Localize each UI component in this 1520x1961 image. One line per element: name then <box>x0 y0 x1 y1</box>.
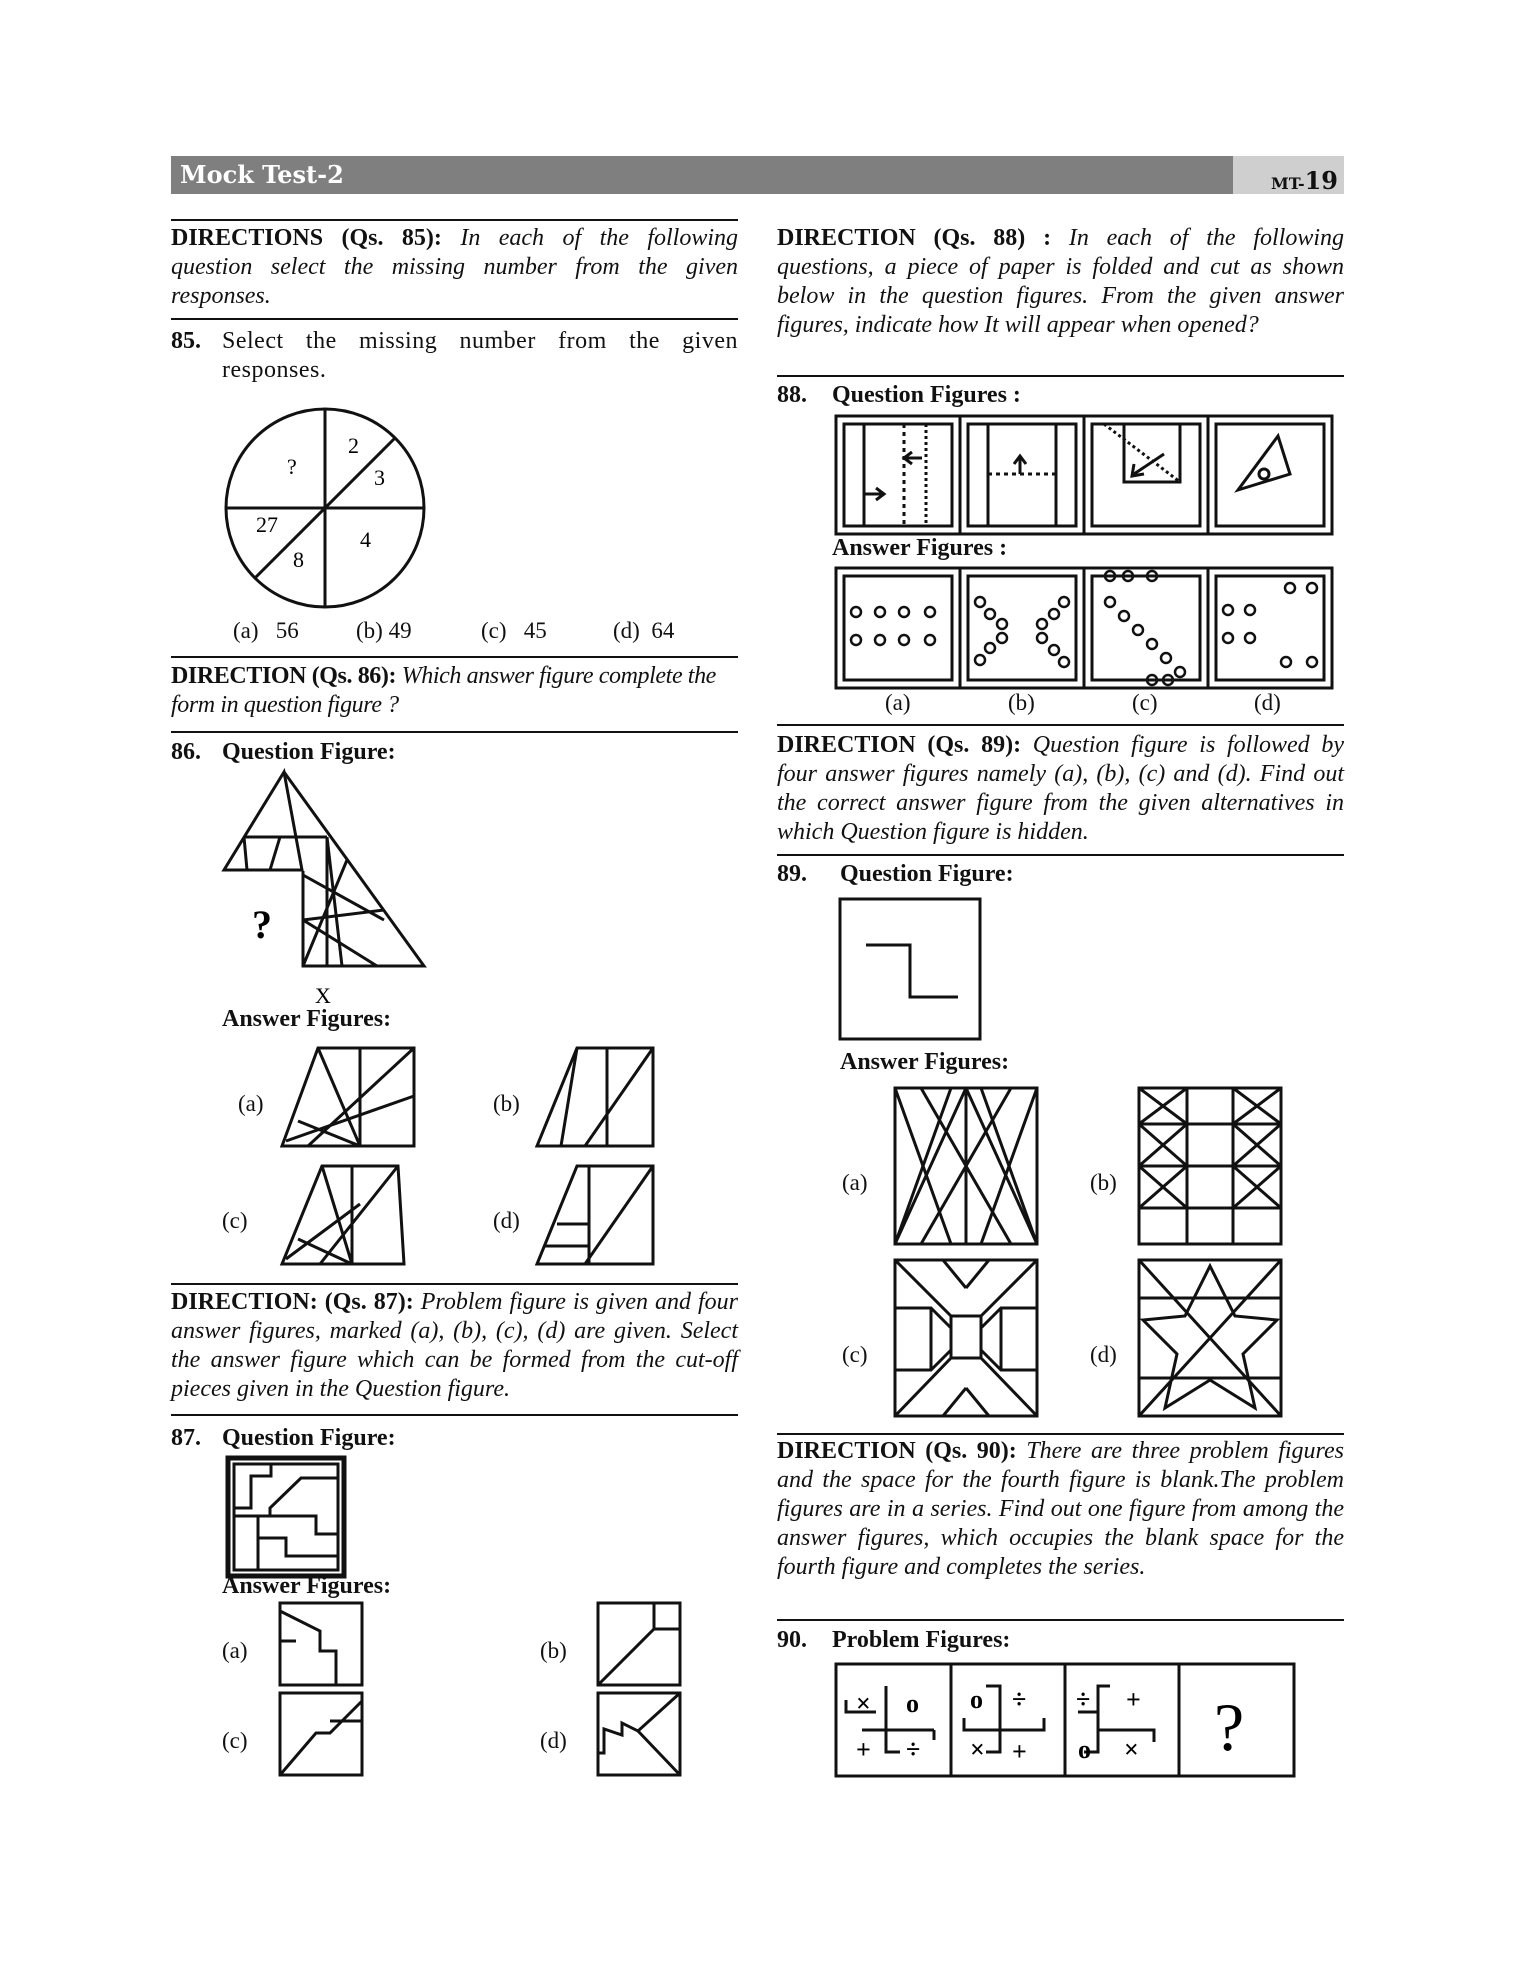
rule <box>171 1283 738 1285</box>
q89-answer-a <box>893 1086 1041 1248</box>
fig2-br-symbol: + <box>1012 1737 1027 1766</box>
q88-label-a: (a) <box>885 690 911 715</box>
q85-option-d: (d) 64 <box>613 618 675 643</box>
q88-label-d: (d) <box>1254 690 1281 715</box>
q85-option-a: (a) 56 <box>233 618 299 643</box>
page-header <box>171 156 1344 194</box>
q87-label-a: (a) <box>222 1638 248 1663</box>
q87-answer-heading: Answer Figures: <box>222 1573 392 1599</box>
circle-cell-bottom-left-a: 27 <box>256 512 278 537</box>
q86-direction <box>171 662 738 720</box>
q89-direction <box>777 731 1344 847</box>
q87-label-b: (b) <box>540 1638 567 1663</box>
q89-label-b: (b) <box>1090 1170 1117 1195</box>
q87-heading: Question Figure: <box>222 1425 396 1451</box>
q86-answer-d <box>535 1164 665 1268</box>
fig2-tl-symbol: o <box>970 1685 983 1714</box>
q85-option-c: (c) 45 <box>481 618 547 643</box>
page-number: 19 <box>1304 166 1338 195</box>
page-prefix: MT- <box>1270 174 1305 193</box>
q89-direction-text: Question figure is followed by four answer figures namely (a), (b), (c) and (d). Find out the correct answer figure from the given alternatives in which Question figure is hidden. <box>777 732 1344 845</box>
rule <box>171 318 738 320</box>
circle-cell-bottom-right: 4 <box>360 527 371 552</box>
circle-cell-bottom-left-b: 8 <box>293 547 304 572</box>
q86-question-mark: ? <box>252 902 272 947</box>
q87-answer-c <box>278 1691 366 1779</box>
q89-label-c: (c) <box>842 1342 868 1367</box>
circle-cell-top-left: ? <box>287 454 297 479</box>
rule <box>777 375 1344 377</box>
q85-option-b: (b) 49 <box>356 618 412 643</box>
q85-number: 85. <box>171 328 201 354</box>
q88-answer-figures <box>834 566 1336 690</box>
q87-direction-label: DIRECTION: (Qs. 87): <box>171 1289 414 1315</box>
rule <box>777 1433 1344 1435</box>
q89-label-d: (d) <box>1090 1342 1117 1367</box>
fig2-tr-symbol: ÷ <box>1012 1685 1027 1714</box>
q85-circle-figure <box>222 405 432 615</box>
q90-direction <box>777 1437 1344 1582</box>
q87-direction-text: Problem figure is given and four answer figures, marked (a), (b), (c), (d) are given. Select the answer figure which can be formed from the cut-off pieces given in the Question figure. <box>171 1289 739 1402</box>
fig1-tr-symbol: o <box>906 1689 919 1718</box>
q86-label-d: (d) <box>493 1208 520 1233</box>
q89-direction-label: DIRECTION (Qs. 89): <box>777 732 1022 758</box>
q87-answer-a <box>278 1601 366 1689</box>
q88-direction-label: DIRECTION (Qs. 88) : <box>777 225 1052 251</box>
q86-direction-label: DIRECTION (Qs. 86): <box>171 663 397 689</box>
q90-heading: Problem Figures: <box>832 1627 1011 1653</box>
fig3-tr-symbol: + <box>1126 1685 1141 1714</box>
q89-question-figure <box>838 897 984 1043</box>
q90-problem-figures <box>834 1662 1298 1780</box>
q85-direction-text: In each of the following question select the missing number from the given responses. <box>171 225 739 309</box>
q89-number: 89. <box>777 861 807 887</box>
rule <box>777 854 1344 856</box>
q90-direction-text: There are three problem figures and the space for the fourth figure is blank.The problem figures are in a series. Find out one figure from among the answer figures, which occupies the blank space for the fourth figure and completes the series. <box>777 1438 1344 1580</box>
rule <box>777 724 1344 726</box>
fig3-bl-symbol: o <box>1078 1735 1091 1764</box>
q89-answer-d <box>1137 1258 1285 1420</box>
header-bar <box>171 156 1233 194</box>
fig3-tl-symbol: ÷ <box>1076 1685 1091 1714</box>
q88-label-c: (c) <box>1132 690 1158 715</box>
q86-label-c: (c) <box>222 1208 248 1233</box>
q87-answer-b <box>596 1601 684 1689</box>
q85-question: Select the missing number from the given responses. <box>222 328 738 383</box>
circle-cell-top-right-a: 2 <box>348 433 359 458</box>
q86-number: 86. <box>171 739 201 765</box>
q86-x-mark: X <box>315 983 331 1008</box>
q86-answer-a <box>280 1046 420 1150</box>
q90-number: 90. <box>777 1627 807 1653</box>
q85-direction <box>171 224 738 311</box>
q88-question-figures <box>834 414 1336 538</box>
q87-direction <box>171 1288 738 1404</box>
q87-number: 87. <box>171 1425 201 1451</box>
rule <box>171 656 738 658</box>
q85-direction-label: DIRECTIONS (Qs. 85): <box>171 225 442 251</box>
q88-answer-heading: Answer Figures : <box>832 535 1008 561</box>
circle-cell-top-right-b: 3 <box>374 465 385 490</box>
q86-heading: Question Figure: <box>222 739 396 765</box>
q87-question-figure <box>226 1456 348 1580</box>
q86-label-a: (a) <box>238 1091 264 1116</box>
fig1-tl-symbol: × <box>856 1689 871 1718</box>
q87-label-c: (c) <box>222 1728 248 1753</box>
q88-label-b: (b) <box>1008 690 1035 715</box>
rule <box>777 1619 1344 1621</box>
rule <box>171 219 738 221</box>
header-title: Mock Test-2 <box>180 160 344 189</box>
q89-answer-heading: Answer Figures: <box>840 1049 1010 1075</box>
q86-answer-c <box>280 1164 410 1268</box>
q89-heading: Question Figure: <box>840 861 1014 887</box>
fig1-br-symbol: ÷ <box>906 1735 921 1764</box>
q90-direction-label: DIRECTION (Qs. 90): <box>777 1438 1017 1464</box>
q87-label-d: (d) <box>540 1728 567 1753</box>
q90-question-mark: ? <box>1214 1689 1245 1765</box>
q87-answer-d <box>596 1691 684 1779</box>
q88-direction <box>777 224 1344 340</box>
q86-answer-heading: Answer Figures: <box>222 1006 392 1032</box>
q89-answer-c <box>893 1258 1041 1420</box>
rule <box>171 731 738 733</box>
q89-label-a: (a) <box>842 1170 868 1195</box>
q86-question-figure <box>222 770 432 1010</box>
rule <box>171 1414 738 1416</box>
q89-answer-b <box>1137 1086 1285 1248</box>
q86-answer-b <box>535 1046 665 1150</box>
q86-direction-text: Which answer figure complete the form in question figure ? <box>171 663 716 718</box>
fig2-bl-symbol: × <box>970 1735 985 1764</box>
fig3-br-symbol: × <box>1124 1735 1139 1764</box>
q86-label-b: (b) <box>493 1091 520 1116</box>
page-number-box <box>1233 156 1344 194</box>
q88-number: 88. <box>777 382 807 408</box>
q88-heading: Question Figures : <box>832 382 1021 408</box>
fig1-bl-symbol: + <box>856 1735 871 1764</box>
q88-direction-text: In each of the following questions, a piece of paper is folded and cut as shown below in the question figures. From the given answer figures, indicate how It will appear when opened? <box>777 225 1344 338</box>
